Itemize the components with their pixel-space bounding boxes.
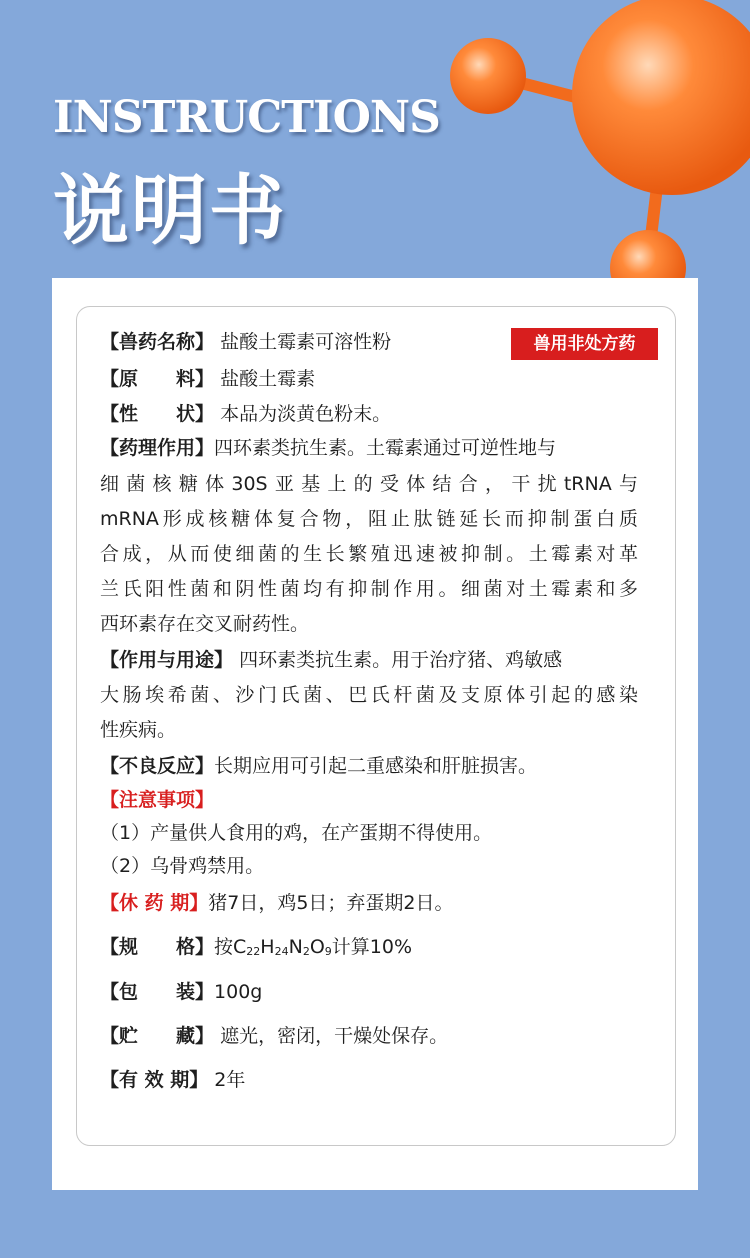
- field-caution: [100, 788, 214, 812]
- storage-value: 遮光，密闭，干燥处保存。: [220, 1025, 449, 1047]
- field-ingredient: [100, 367, 315, 391]
- field-pharmacology: [100, 436, 556, 460]
- field-spec: [100, 935, 412, 964]
- pack-value: 100g: [214, 981, 263, 1003]
- title-english: INSTRUCTIONS: [53, 92, 440, 143]
- name-value: 盐酸土霉素可溶性粉: [220, 331, 392, 353]
- use-label: 【作用与用途】: [100, 649, 234, 671]
- storage-label: 【贮 藏】: [100, 1025, 215, 1047]
- field-package: [100, 980, 262, 1004]
- caution-item: （2）乌骨鸡禁用。: [100, 855, 265, 877]
- validity-value: 2年: [214, 1069, 246, 1091]
- ingredient-label: 【原 料】: [100, 368, 215, 390]
- use-line: 大肠埃希菌、沙门氏菌、巴氏杆菌及支原体引起的感染: [100, 684, 638, 706]
- spec-value: 按$C_{22}H_{24}N_2O_9$计算10%: [214, 936, 413, 958]
- atom-large: [572, 0, 750, 195]
- pharm-line: mRNA形成核糖体复合物，阻止肽链延长而抑制蛋白质: [100, 508, 638, 530]
- name-label: 【兽药名称】: [100, 331, 215, 353]
- pharm-line: 细菌核糖体30S亚基上的受体结合，干扰tRNA与: [100, 473, 638, 495]
- field-use: [100, 648, 562, 672]
- caution-item: （1）产量供人食用的鸡，在产蛋期不得使用。: [100, 822, 493, 844]
- field-name: [100, 330, 391, 354]
- field-property: [100, 402, 391, 426]
- field-adverse: [100, 754, 537, 778]
- property-label: 【性 状】: [100, 403, 215, 425]
- ingredient-value: 盐酸土霉素: [220, 368, 316, 390]
- atom-small: [450, 38, 526, 114]
- withdrawal-label: 【休 药 期】: [100, 892, 209, 914]
- pharm-label: 【药理作用】: [100, 437, 215, 459]
- adverse-value: 长期应用可引起二重感染和肝脏损害。: [214, 755, 538, 777]
- use-line: 四环素类抗生素。用于治疗猪、鸡敏感: [239, 649, 563, 671]
- adverse-label: 【不良反应】: [100, 755, 215, 777]
- pharm-line: 合成，从而使细菌的生长繁殖迅速被抑制。土霉素对革: [100, 543, 638, 565]
- pack-label: 【包 装】: [100, 981, 215, 1003]
- validity-label: 【有 效 期】: [100, 1069, 209, 1091]
- field-validity: [100, 1068, 245, 1092]
- caution-label: 【注意事项】: [100, 789, 215, 811]
- pharm-line: 四环素类抗生素。土霉素通过可逆性地与: [214, 437, 557, 459]
- spec-label: 【规 格】: [100, 936, 215, 958]
- property-value: 本品为淡黄色粉末。: [220, 403, 392, 425]
- title-chinese: 说明书: [53, 166, 287, 255]
- withdrawal-value: 猪7日，鸡5日；弃蛋期2日。: [208, 892, 454, 914]
- field-withdrawal: [100, 891, 454, 915]
- field-storage: [100, 1024, 448, 1048]
- otc-badge: 兽用非处方药: [511, 328, 658, 360]
- pharm-line: 西环素存在交叉耐药性。: [100, 613, 310, 635]
- use-line: 性疾病。: [100, 719, 177, 741]
- pharm-line: 兰氏阳性菌和阴性菌均有抑制作用。细菌对土霉素和多: [100, 578, 638, 600]
